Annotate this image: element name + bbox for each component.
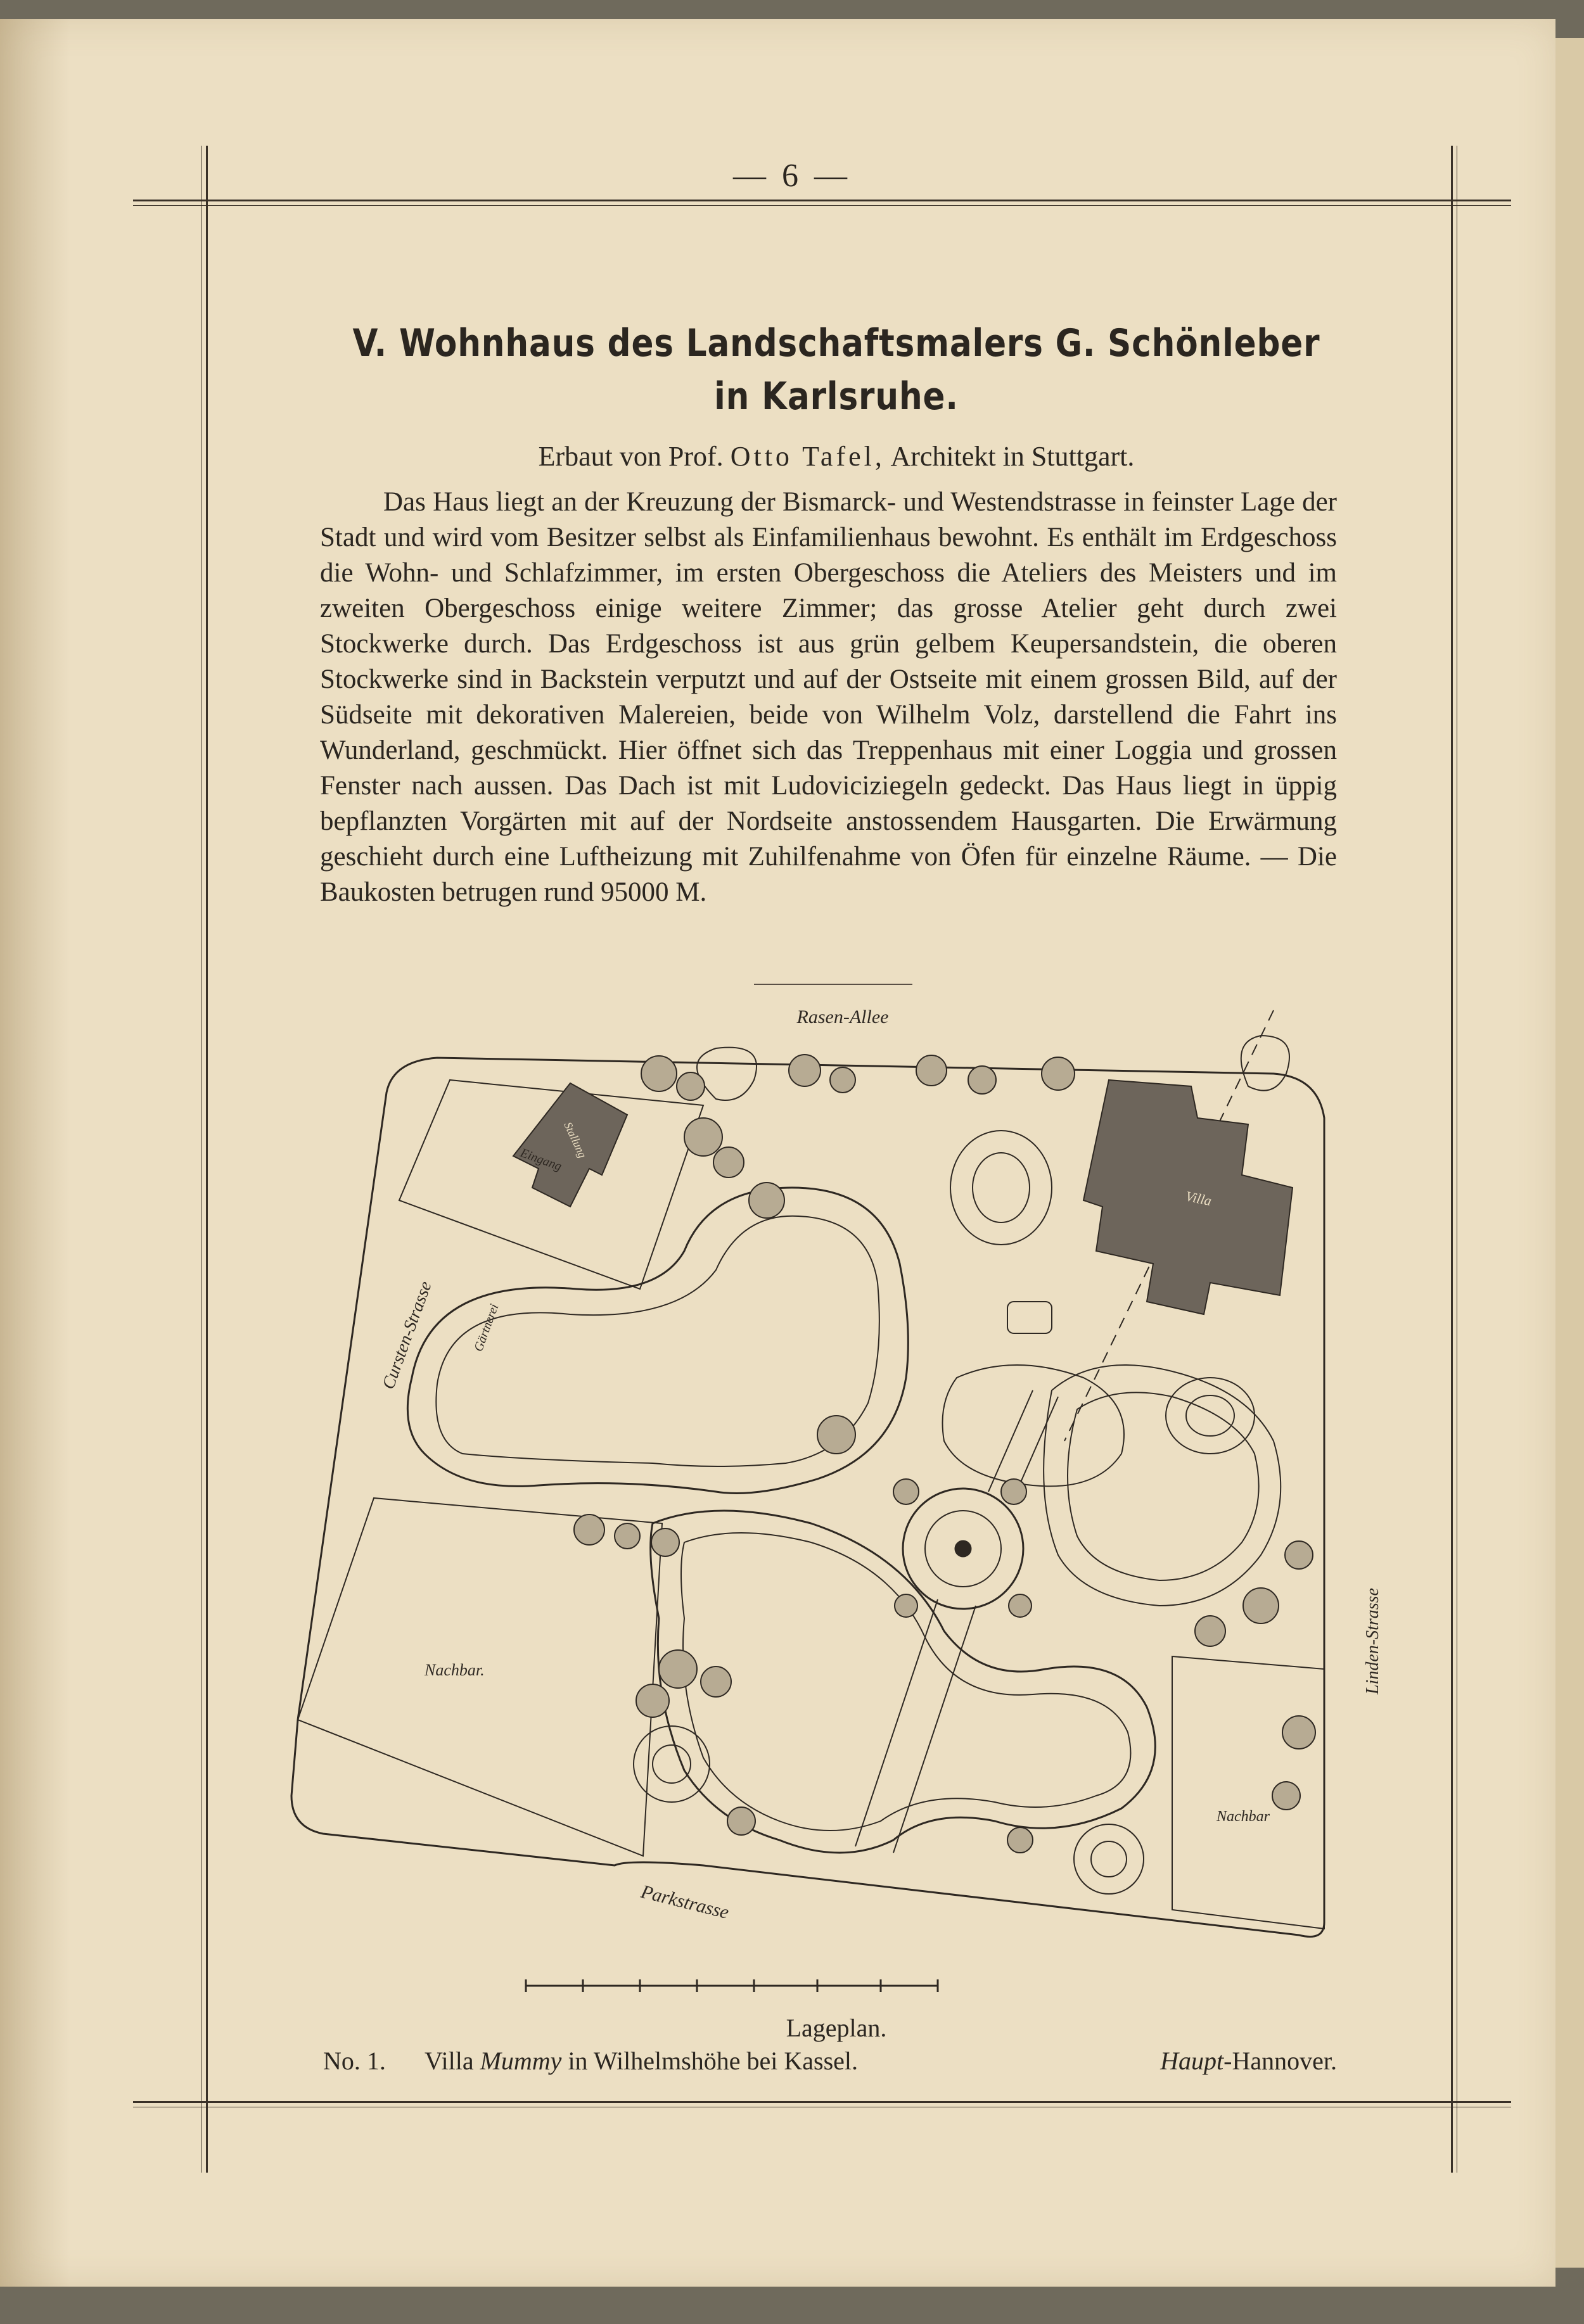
figure-credit	[1160, 2046, 1337, 2076]
promenade	[855, 1599, 976, 1853]
garden-path-inner	[436, 1216, 879, 1466]
label-left-street: Cursten-Strasse	[378, 1278, 436, 1392]
stable-building	[513, 1083, 627, 1207]
label-neighbor-left: Nachbar.	[425, 1661, 485, 1679]
lawn-east	[1044, 1365, 1281, 1606]
frame-rule-top	[133, 200, 1511, 201]
label-top-street: Rasen-Allee	[796, 1006, 889, 1027]
label-stable: Stallung	[561, 1120, 589, 1160]
credit-name: Haupt	[1160, 2047, 1224, 2075]
page-edge	[1555, 38, 1584, 2268]
loop-top-left	[697, 1048, 757, 1100]
frame-rule-bottom	[133, 2101, 1511, 2103]
label-right-street: Linden-Strasse	[1363, 1588, 1383, 1694]
figure-title	[425, 2046, 858, 2076]
byline-prefix: Erbaut von Prof.	[538, 441, 724, 472]
label-garden: Gärtnerei	[471, 1302, 502, 1354]
lawn-east-inner	[1068, 1392, 1259, 1580]
credit-suffix: -Hannover.	[1223, 2047, 1337, 2075]
center-lawn	[943, 1365, 1125, 1486]
figure-title-prefix: Villa	[425, 2047, 474, 2075]
document-page	[0, 19, 1555, 2287]
fountain	[955, 1541, 971, 1556]
plan-caption: Lageplan.	[786, 2014, 887, 2042]
architect-name: Otto Tafel,	[730, 441, 885, 472]
figure-caption	[323, 2046, 1337, 2084]
roundel-west-inner	[653, 1745, 691, 1783]
figure-number: No. 1.	[323, 2047, 386, 2075]
frame-rule-left	[206, 146, 208, 2173]
label-villa: Villa	[1184, 1188, 1213, 1209]
section-divider	[754, 984, 912, 985]
body-text	[320, 485, 1337, 910]
byline	[317, 440, 1356, 473]
body-paragraph: Das Haus liegt an der Kreuzung der Bismarck- und Westendstrasse in feinster Lage der Stadt und wird vom Besitzer selbst als Einfamilienhaus bewohnt. Es enthält im Erdgeschoss die Wohn- und Schlafzimmer, im ersten Obergeschoss die Ateliers des Meisters und im zweiten Obergeschoss einige weitere Zimmer; das grosse Atelier geht durch zwei Stockwerke durch. Das Erdgeschoss ist aus grün gelbem Keupersandstein, die oberen Stockwerke sind in Backstein verputzt und auf der Ostseite mit einem grossen Bild, auf der Südseite mit dekorativen Malereien, beide von Wilhelm Volz, darstellend die Fahrt ins Wunderland, geschmückt. Hier öffnet sich das Treppenhaus mit einer Loggia und grossen Fenster nach aussen. Das Dach ist mit Ludoviciziegeln gedeckt. Das Haus liegt in üppig bepflanzten Vorgärten mit auf der Nordseite anstossendem Hausgarten. Die Erwärmung geschieht durch eine Luftheizung mit Zuhilfenahme von Öfen für einzelne Räume. — Die Baukosten betrugen rund 95000 M.	[320, 487, 1337, 907]
label-neighbor-right: Nachbar	[1217, 1808, 1270, 1825]
figure-title-name: Mummy	[480, 2047, 562, 2075]
frame-rule-top-thin	[133, 205, 1511, 206]
page-spine-shadow	[0, 19, 70, 2287]
neighbor-plot-right	[1172, 1656, 1324, 1929]
article-title-line2: in Karlsruhe.	[714, 374, 959, 419]
label-entry: Eingang	[518, 1146, 564, 1174]
page-number: — 6 —	[733, 158, 851, 194]
site-plan-map	[272, 998, 1413, 1998]
roundel-east-inner	[1091, 1841, 1127, 1877]
promenade-north	[988, 1390, 1058, 1498]
roundel-east	[1074, 1824, 1144, 1894]
byline-suffix: Architekt in Stuttgart.	[890, 441, 1135, 472]
label-bottom-street: Parkstrasse	[639, 1881, 731, 1924]
article-title-line1: V. Wohnhaus des Landschaftsmalers G. Schönleber	[352, 321, 1320, 365]
figure-title-suffix: in Wilhelmshöhe bei Kassel.	[568, 2047, 859, 2075]
frame-rule-right	[1451, 146, 1453, 2173]
